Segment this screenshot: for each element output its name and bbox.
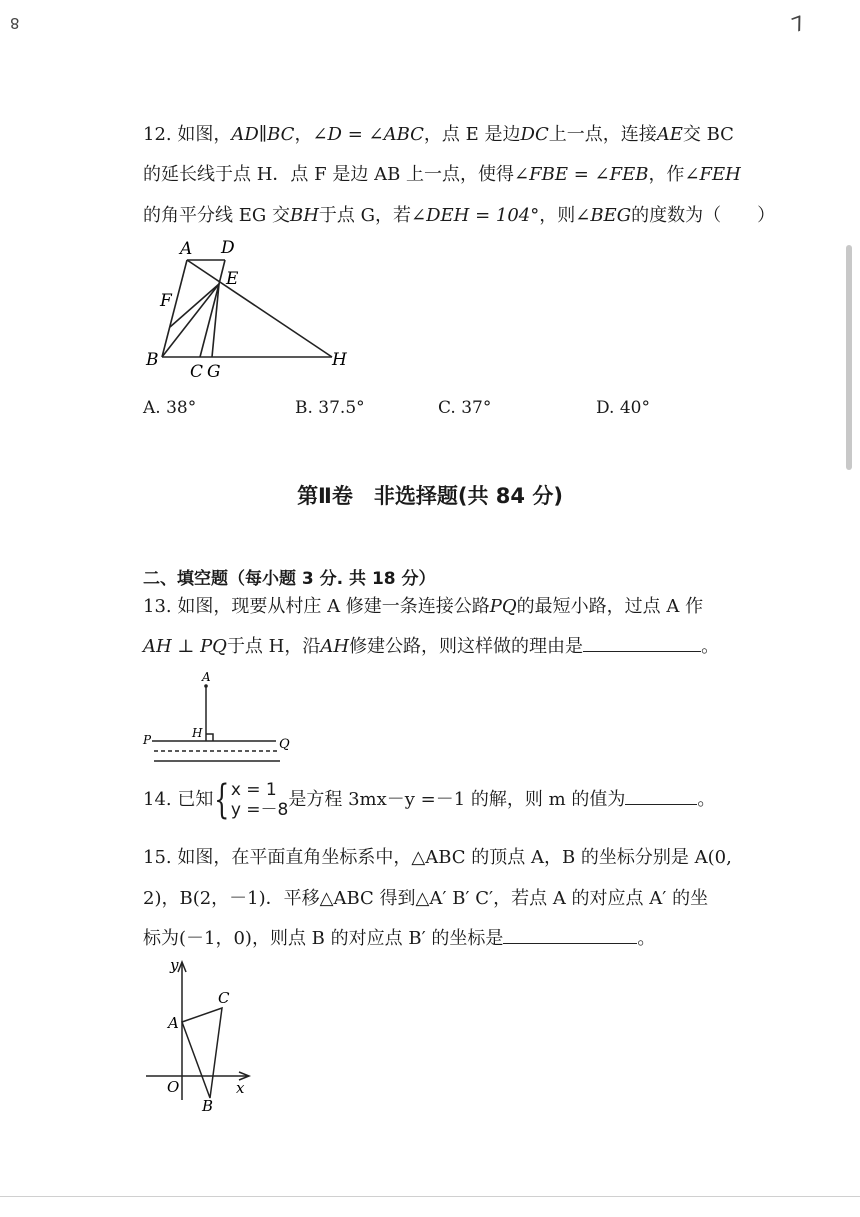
q12-math: BH — [289, 205, 319, 226]
q12-line2 — [143, 160, 741, 186]
q12-text: 于点 G，若 — [318, 205, 412, 226]
q14-text: 14. 已知 — [143, 789, 214, 810]
q15-text: 标为(－1，0)，则点 B 的对应点 B′ 的坐标是 — [143, 928, 504, 949]
label-g: G — [207, 362, 221, 382]
triangle-abc — [182, 1008, 222, 1098]
answer-blank — [503, 927, 637, 944]
q13-line1 — [143, 592, 703, 618]
label-e: E — [226, 269, 239, 289]
q12-text: 上一点，连接 — [548, 124, 657, 145]
q13-figure — [140, 668, 310, 772]
q12-text: ，作 — [648, 164, 685, 185]
q12-line1 — [143, 120, 734, 146]
label-x: x — [236, 1079, 245, 1097]
label-origin: O — [167, 1078, 180, 1096]
q12-math: ∠BEG — [575, 205, 632, 226]
scrollbar-thumb[interactable] — [846, 245, 852, 470]
label-h: H — [332, 350, 347, 370]
equation-y: y =－8 — [230, 800, 289, 820]
option-a: A. 38° — [143, 398, 197, 418]
q13-text: 修建公路，则这样做的理由是 — [349, 636, 584, 657]
q12-math: AD∥BC — [231, 124, 295, 145]
q13-text: 于点 H，沿 — [226, 636, 321, 657]
answer-blank — [625, 788, 697, 805]
q13-math: PQ — [489, 596, 517, 617]
label-q: Q — [279, 737, 290, 752]
q12-text: ， — [294, 124, 313, 145]
segment-ef — [170, 284, 219, 327]
label-a: A — [180, 239, 193, 259]
q12-math: ∠FEH — [684, 164, 741, 185]
q14-text: 。 — [697, 789, 716, 810]
q15-figure — [140, 950, 270, 1120]
q13-text: 13. 如图，现要从村庄 A 修建一条连接公路 — [143, 596, 490, 617]
label-d: D — [221, 238, 235, 258]
right-angle-mark — [206, 734, 213, 741]
q15-text: 。 — [637, 928, 656, 949]
label-h: H — [192, 726, 203, 740]
q12-math: ∠FBE = ∠FEB — [514, 164, 649, 185]
part2-title: 第Ⅱ卷 非选择题(共 84 分) — [297, 484, 563, 508]
label-y: y — [170, 956, 179, 974]
q12-text: 的度数为（ ） — [631, 205, 776, 226]
q12-text: 的延长线于点 H．点 F 是边 AB 上一点，使得 — [143, 164, 515, 185]
q15-line3 — [143, 924, 655, 950]
label-a: A — [202, 670, 211, 684]
option-b: B. 37.5° — [295, 398, 365, 418]
q12-text: 的角平分线 EG 交 — [143, 205, 290, 226]
page-bottom-divider — [0, 1196, 860, 1197]
label-a: A — [168, 1014, 179, 1032]
q15-line1: 15. 如图，在平面直角坐标系中，△ABC 的顶点 A，B 的坐标分别是 A(0, — [143, 847, 732, 868]
q13-math: AH ⊥ PQ — [143, 636, 227, 657]
option-c: C. 37° — [438, 398, 492, 418]
equation-system — [231, 780, 289, 820]
q12-figure — [140, 232, 370, 382]
label-c: C — [218, 989, 230, 1007]
label-p: P — [143, 733, 152, 747]
q13-line2 — [143, 632, 719, 658]
label-c: C — [190, 362, 204, 382]
section-fill-in-blank: 二、填空题（每小题 3 分. 共 18 分） — [143, 569, 436, 589]
segment-dc — [219, 260, 225, 284]
brace: { — [214, 777, 230, 823]
point-a — [204, 684, 208, 688]
q12-math: ∠DEH = 104° — [411, 205, 540, 226]
q14-line — [143, 777, 716, 823]
q14-text: 是方程 3mx－y =－1 的解，则 m 的值为 — [288, 789, 626, 810]
answer-blank — [583, 635, 701, 652]
segment-ah — [187, 260, 332, 357]
page-number-left: 8 — [10, 14, 20, 32]
q13-text: 。 — [701, 636, 720, 657]
q13-math: AH — [320, 636, 350, 657]
label-b: B — [146, 350, 159, 370]
q12-line3 — [143, 201, 775, 227]
q12-math: DC — [520, 124, 549, 145]
option-d: D. 40° — [596, 398, 650, 418]
q12-text: 交 BC — [682, 124, 734, 145]
q12-text: 12. 如图， — [143, 124, 232, 145]
q12-text: ，则 — [539, 205, 576, 226]
q13-text: 的最短小路，过点 A 作 — [516, 596, 704, 617]
page-number-right: 7 — [788, 10, 809, 38]
q12-math: AE — [656, 124, 683, 145]
q12-math: ∠D = ∠ABC — [312, 124, 424, 145]
label-b: B — [202, 1097, 214, 1115]
q12-text: ，点 E 是边 — [423, 124, 521, 145]
q15-line2: 2)，B(2，－1)．平移△ABC 得到△A′ B′ C′，若点 A 的对应点 A′ 的坐 — [143, 888, 709, 909]
equation-x: x = 1 — [230, 780, 277, 800]
label-f: F — [160, 291, 172, 311]
